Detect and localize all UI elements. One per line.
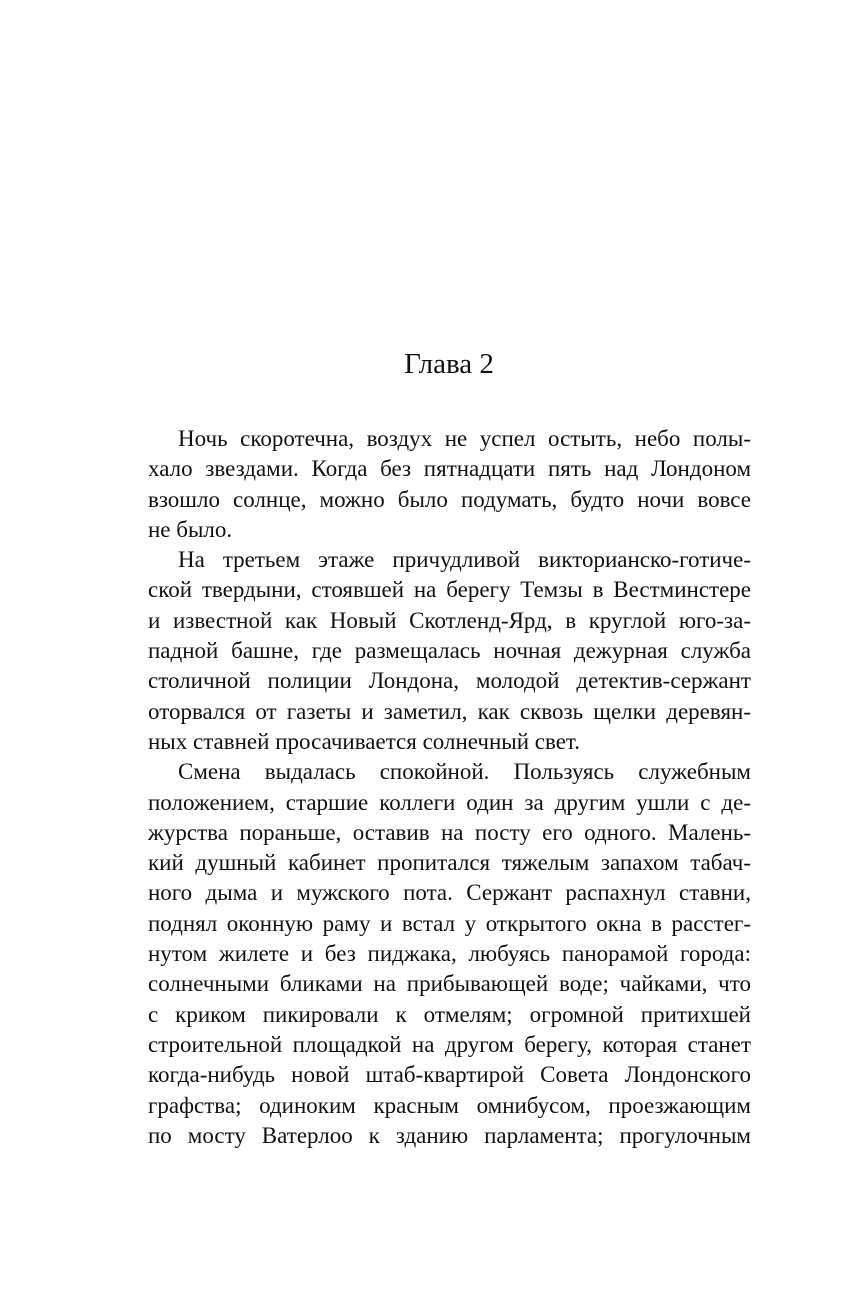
text-line: и известной как Новый Скотленд-Ярд, в круглой юго-за- xyxy=(148,607,751,633)
paragraph-1 xyxy=(148,424,751,545)
text-line: На третьем этаже причудливой викторианско-готиче- xyxy=(178,547,751,573)
text-line: когда-нибудь новой штаб-квартирой Совета Лондонского xyxy=(148,1062,751,1088)
text-line: солнечными бликами на прибывающей воде; чайками, что xyxy=(148,971,751,997)
text-line: столичной полиции Лондона, молодой детектив-сержант xyxy=(148,668,751,694)
text-line: положением, старшие коллеги один за другим ушли с де- xyxy=(148,789,751,815)
text-line: Смена выдалась спокойной. Пользуясь служебным xyxy=(178,759,751,785)
text-line: поднял оконную раму и встал у открытого окна в расстег- xyxy=(148,910,751,936)
paragraph-3 xyxy=(148,757,751,1151)
text-line: нутом жилете и без пиджака, любуясь панорамой города: xyxy=(148,941,751,967)
chapter-title: Глава 2 xyxy=(404,348,494,380)
text-line: ской твердыни, стоявшей на берегу Темзы в Вестминстере xyxy=(148,577,751,603)
text-line: ных ставней просачивается солнечный свет. xyxy=(148,728,581,754)
text-line: журства пораньше, оставив на посту его одного. Малень- xyxy=(148,819,751,845)
text-line: ного дыма и мужского пота. Сержант распахнул ставни, xyxy=(148,880,751,906)
text-line: падной башне, где размещалась ночная дежурная служба xyxy=(148,638,751,664)
text-line: взошло солнце, можно было подумать, будто ночи вовсе xyxy=(148,486,751,512)
text-line: кий душный кабинет пропитался тяжелым запахом табач- xyxy=(148,850,751,876)
chapter-text xyxy=(148,424,751,1151)
text-line: не было. xyxy=(148,516,233,542)
text-line: хало звездами. Когда без пятнадцати пять над Лондоном xyxy=(148,456,751,482)
text-line: с криком пикировали к отмелям; огромной притихшей xyxy=(148,1001,751,1027)
text-line: строительной площадкой на другом берегу, которая станет xyxy=(148,1031,751,1057)
paragraph-2 xyxy=(148,545,751,757)
text-line: по мосту Ватерлоо к зданию парламента; прогулочным xyxy=(148,1122,751,1148)
text-line: оторвался от газеты и заметил, как сквозь щелки деревян- xyxy=(148,698,751,724)
text-line: графства; одиноким красным омнибусом, проезжающим xyxy=(148,1092,751,1118)
text-line: Ночь скоротечна, воздух не успел остыть, небо полы- xyxy=(178,426,751,451)
